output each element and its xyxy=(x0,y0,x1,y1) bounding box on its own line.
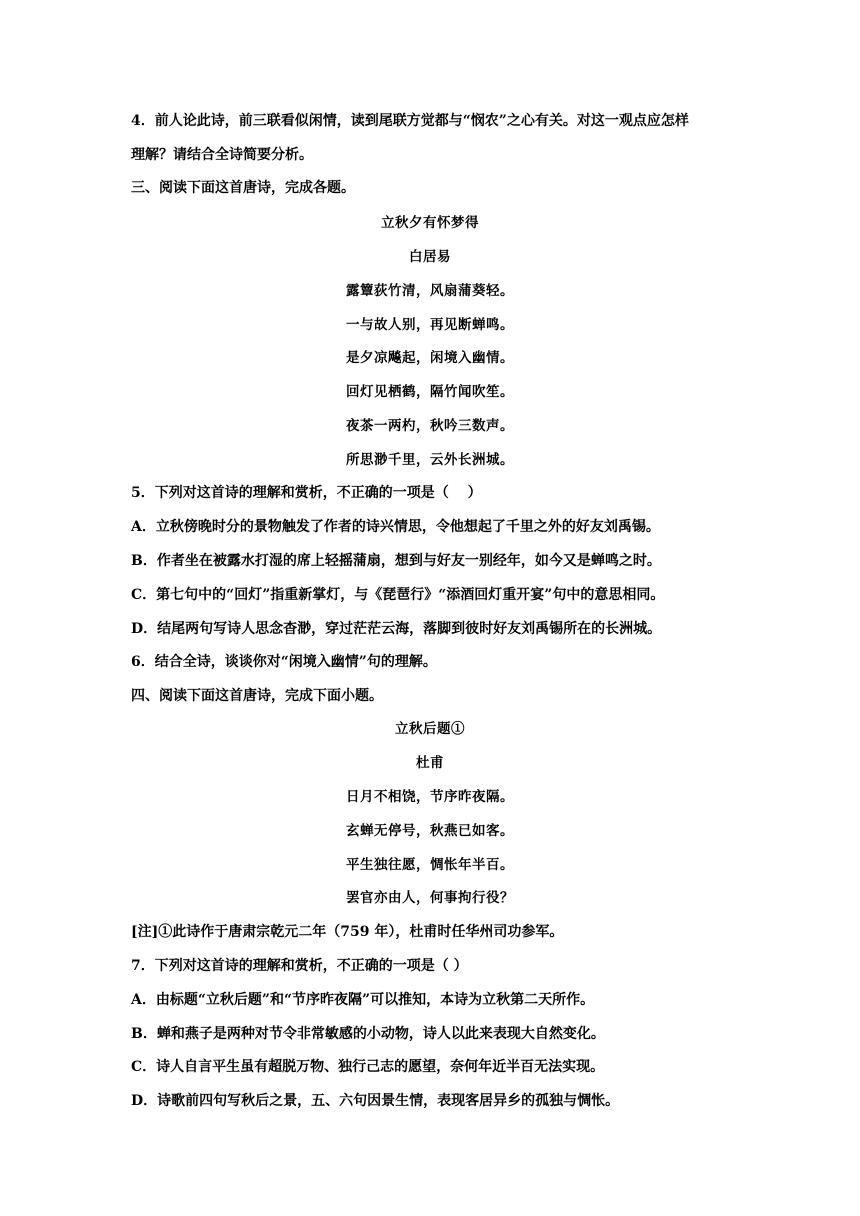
q5-option-c: C．第七句中的“回灯”指重新掌灯，与《琵琶行》“添酒回灯重开宴”句中的意思相同。 xyxy=(131,587,665,603)
q7-option-c: C．诗人自言平生虽有超脱万物、独行己志的愿望，奈何年近半百无法实现。 xyxy=(131,1059,605,1075)
poem-2-line: 日月不相饶，节序昨夜隔。 xyxy=(346,789,514,805)
q5-option-a: A．立秋傍晚时分的景物触发了作者的诗兴情思，令他想起了千里之外的好友刘禹锡。 xyxy=(131,519,660,535)
q7-option-d: D．诗歌前四句写秋后之景，五、六句因景生情，表现客居异乡的孤独与惆怅。 xyxy=(131,1093,620,1109)
section-3-heading: 三、阅读下面这首唐诗，完成各题。 xyxy=(131,180,355,196)
poem-1-line: 露簟荻竹清，风扇蒲葵轻。 xyxy=(346,283,514,299)
poem-2-line: 平生独往愿，惆怅年半百。 xyxy=(346,857,514,873)
q7-option-a: A．由标题“立秋后题”和“节序昨夜隔”可以推知，本诗为立秋第二天所作。 xyxy=(131,992,595,1008)
q4-line-2: 理解？请结合全诗简要分析。 xyxy=(131,147,313,163)
poem-2-note: [注]①此诗作于唐肃宗乾元二年（759 年），杜甫时任华州司功参军。 xyxy=(131,924,564,940)
q7-stem: 7．下列对这首诗的理解和赏析，不正确的一项是（ ） xyxy=(131,958,468,974)
poem-2-line: 玄蝉无停号，秋燕已如客。 xyxy=(346,823,514,839)
poem-1-line: 回灯见栖鹤，隔竹闻吹笙。 xyxy=(346,384,514,400)
poem-1-title: 立秋夕有怀梦得 xyxy=(381,215,479,231)
q6-stem: 6．结合全诗，谈谈你对“闲境入幽情”句的理解。 xyxy=(131,654,437,670)
poem-2-author: 杜甫 xyxy=(416,755,444,771)
poem-1-line: 一与故人别，再见断蝉鸣。 xyxy=(346,317,514,333)
poem-2-title: 立秋后题① xyxy=(395,721,465,737)
q7-option-b: B．蝉和燕子是两种对节令非常敏感的小动物，诗人以此来表现大自然变化。 xyxy=(131,1026,605,1042)
poem-2-line: 罢官亦由人，何事拘行役？ xyxy=(346,890,514,906)
q4-line-1: 4．前人论此诗，前三联看似闲情，读到尾联方觉都与“悯农”之心有关。对这一观点应怎样 xyxy=(131,113,689,129)
poem-1-author: 白居易 xyxy=(409,249,451,265)
poem-1-line: 是夕凉飚起，闲境入幽情。 xyxy=(346,350,514,366)
q5-stem: 5．下列对这首诗的理解和赏析，不正确的一项是（ ） xyxy=(131,485,482,501)
q5-option-b: B．作者坐在被露水打湿的席上轻摇蒲扇，想到与好友一别经年，如今又是蝉鸣之时。 xyxy=(131,553,661,569)
section-4-heading: 四、阅读下面这首唐诗，完成下面小题。 xyxy=(131,688,383,704)
q5-option-d: D．结尾两句写诗人思念杳渺，穿过茫茫云海，落脚到彼时好友刘禹锡所在的长洲城。 xyxy=(131,621,662,637)
poem-1-line: 所思渺千里，云外长洲城。 xyxy=(346,452,514,468)
poem-1-line: 夜茶一两杓，秋吟三数声。 xyxy=(346,418,514,434)
